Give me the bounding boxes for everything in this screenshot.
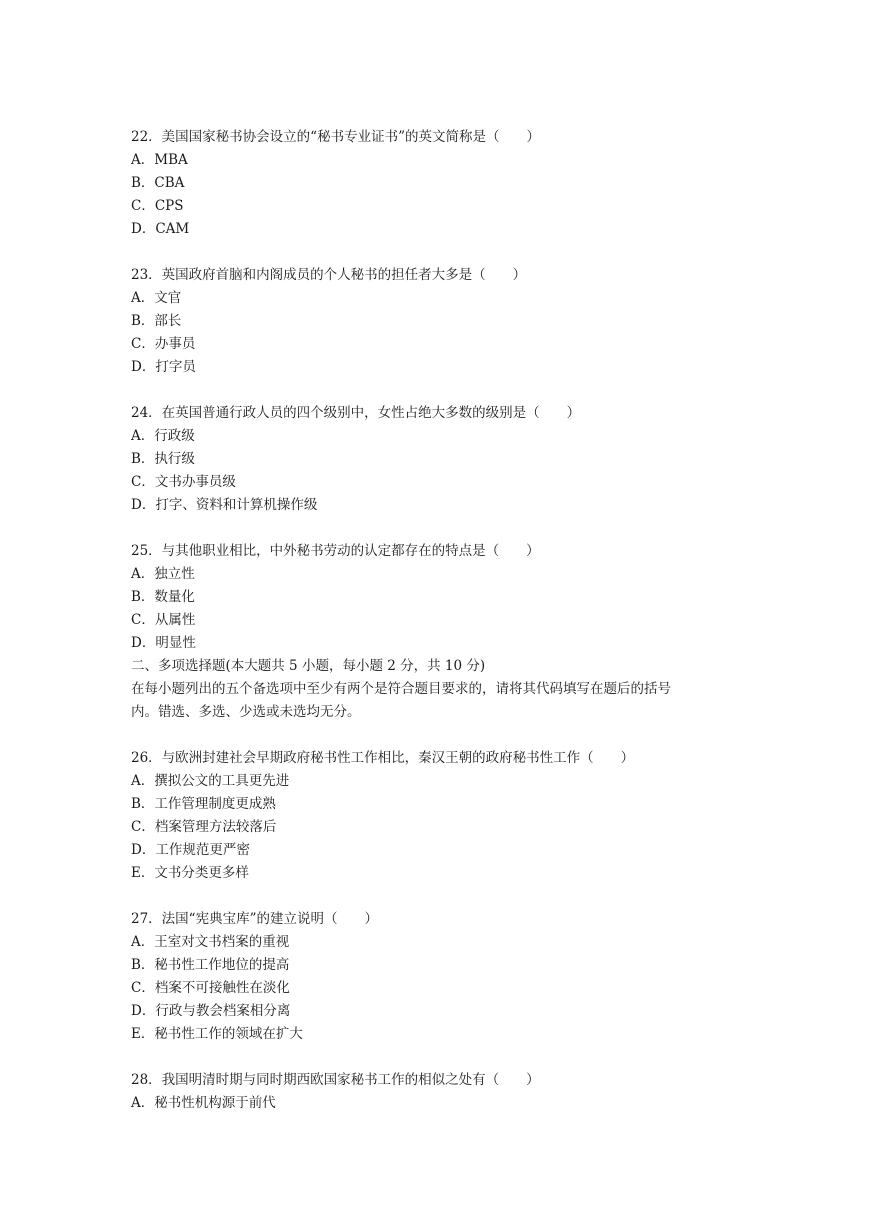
spacer bbox=[131, 724, 751, 747]
option-c: C．档案管理方法较落后 bbox=[131, 819, 277, 835]
option-a: A．文官 bbox=[131, 290, 182, 306]
option-e: E．文书分类更多样 bbox=[131, 865, 249, 881]
option-c: C．办事员 bbox=[131, 336, 196, 352]
question-stem: 27．法国“宪典宝库”的建立说明（ ） bbox=[131, 911, 378, 927]
option-b: B．执行级 bbox=[131, 451, 195, 467]
question-26 bbox=[131, 747, 751, 885]
question-stem: 22．美国国家秘书协会设立的“秘书专业证书”的英文简称是（ ） bbox=[131, 129, 540, 145]
question-stem: 26．与欧洲封建社会早期政府秘书性工作相比，秦汉王朝的政府秘书性工作（ ） bbox=[131, 750, 635, 766]
question-24 bbox=[131, 402, 751, 517]
question-23 bbox=[131, 264, 751, 379]
option-a: A．MBA bbox=[131, 152, 188, 168]
option-a: A．王室对文书档案的重视 bbox=[131, 934, 290, 950]
question-22 bbox=[131, 126, 751, 241]
option-d: D．打字、资料和计算机操作级 bbox=[131, 497, 318, 513]
option-b: B．部长 bbox=[131, 313, 182, 329]
option-d: D．工作规范更严密 bbox=[131, 842, 250, 858]
spacer bbox=[131, 1046, 751, 1069]
option-e: E．秘书性工作的领域在扩大 bbox=[131, 1026, 303, 1042]
option-d: D．打字员 bbox=[131, 359, 196, 375]
option-b: B．数量化 bbox=[131, 589, 195, 605]
question-25 bbox=[131, 540, 751, 655]
question-stem: 28．我国明清时期与同时期西欧国家秘书工作的相似之处有（ ） bbox=[131, 1072, 540, 1088]
spacer bbox=[131, 379, 751, 402]
section-multiple-choice bbox=[131, 655, 751, 724]
spacer bbox=[131, 885, 751, 908]
section-heading: 二、多项选择题(本大题共 5 小题，每小题 2 分，共 10 分) bbox=[131, 658, 486, 674]
question-stem: 25．与其他职业相比，中外秘书劳动的认定都存在的特点是（ ） bbox=[131, 543, 540, 559]
option-a: A．行政级 bbox=[131, 428, 195, 444]
option-c: C．档案不可接触性在淡化 bbox=[131, 980, 290, 996]
option-d: D．行政与教会档案相分离 bbox=[131, 1003, 291, 1019]
question-27 bbox=[131, 908, 751, 1046]
option-b: B．工作管理制度更成熟 bbox=[131, 796, 276, 812]
option-d: D．明显性 bbox=[131, 635, 196, 651]
spacer bbox=[131, 517, 751, 540]
exam-page bbox=[131, 126, 751, 1115]
option-a: A．独立性 bbox=[131, 566, 195, 582]
question-stem: 23．英国政府首脑和内阁成员的个人秘书的担任者大多是（ ） bbox=[131, 267, 527, 283]
option-d: D．CAM bbox=[131, 221, 190, 237]
option-b: B．秘书性工作地位的提高 bbox=[131, 957, 290, 973]
option-b: B．CBA bbox=[131, 175, 185, 191]
option-c: C．CPS bbox=[131, 198, 184, 214]
option-a: A．秘书性机构源于前代 bbox=[131, 1095, 276, 1111]
section-instructions-line-2: 内。错选、多选、少选或未选均无分。 bbox=[131, 704, 361, 720]
question-28 bbox=[131, 1069, 751, 1115]
question-stem: 24．在英国普通行政人员的四个级别中，女性占绝大多数的级别是（ ） bbox=[131, 405, 581, 421]
section-instructions-line-1: 在每小题列出的五个备选项中至少有两个是符合题目要求的，请将其代码填写在题后的括号 bbox=[131, 681, 671, 697]
spacer bbox=[131, 241, 751, 264]
option-c: C．从属性 bbox=[131, 612, 196, 628]
option-a: A．撰拟公文的工具更先进 bbox=[131, 773, 290, 789]
option-c: C．文书办事员级 bbox=[131, 474, 236, 490]
